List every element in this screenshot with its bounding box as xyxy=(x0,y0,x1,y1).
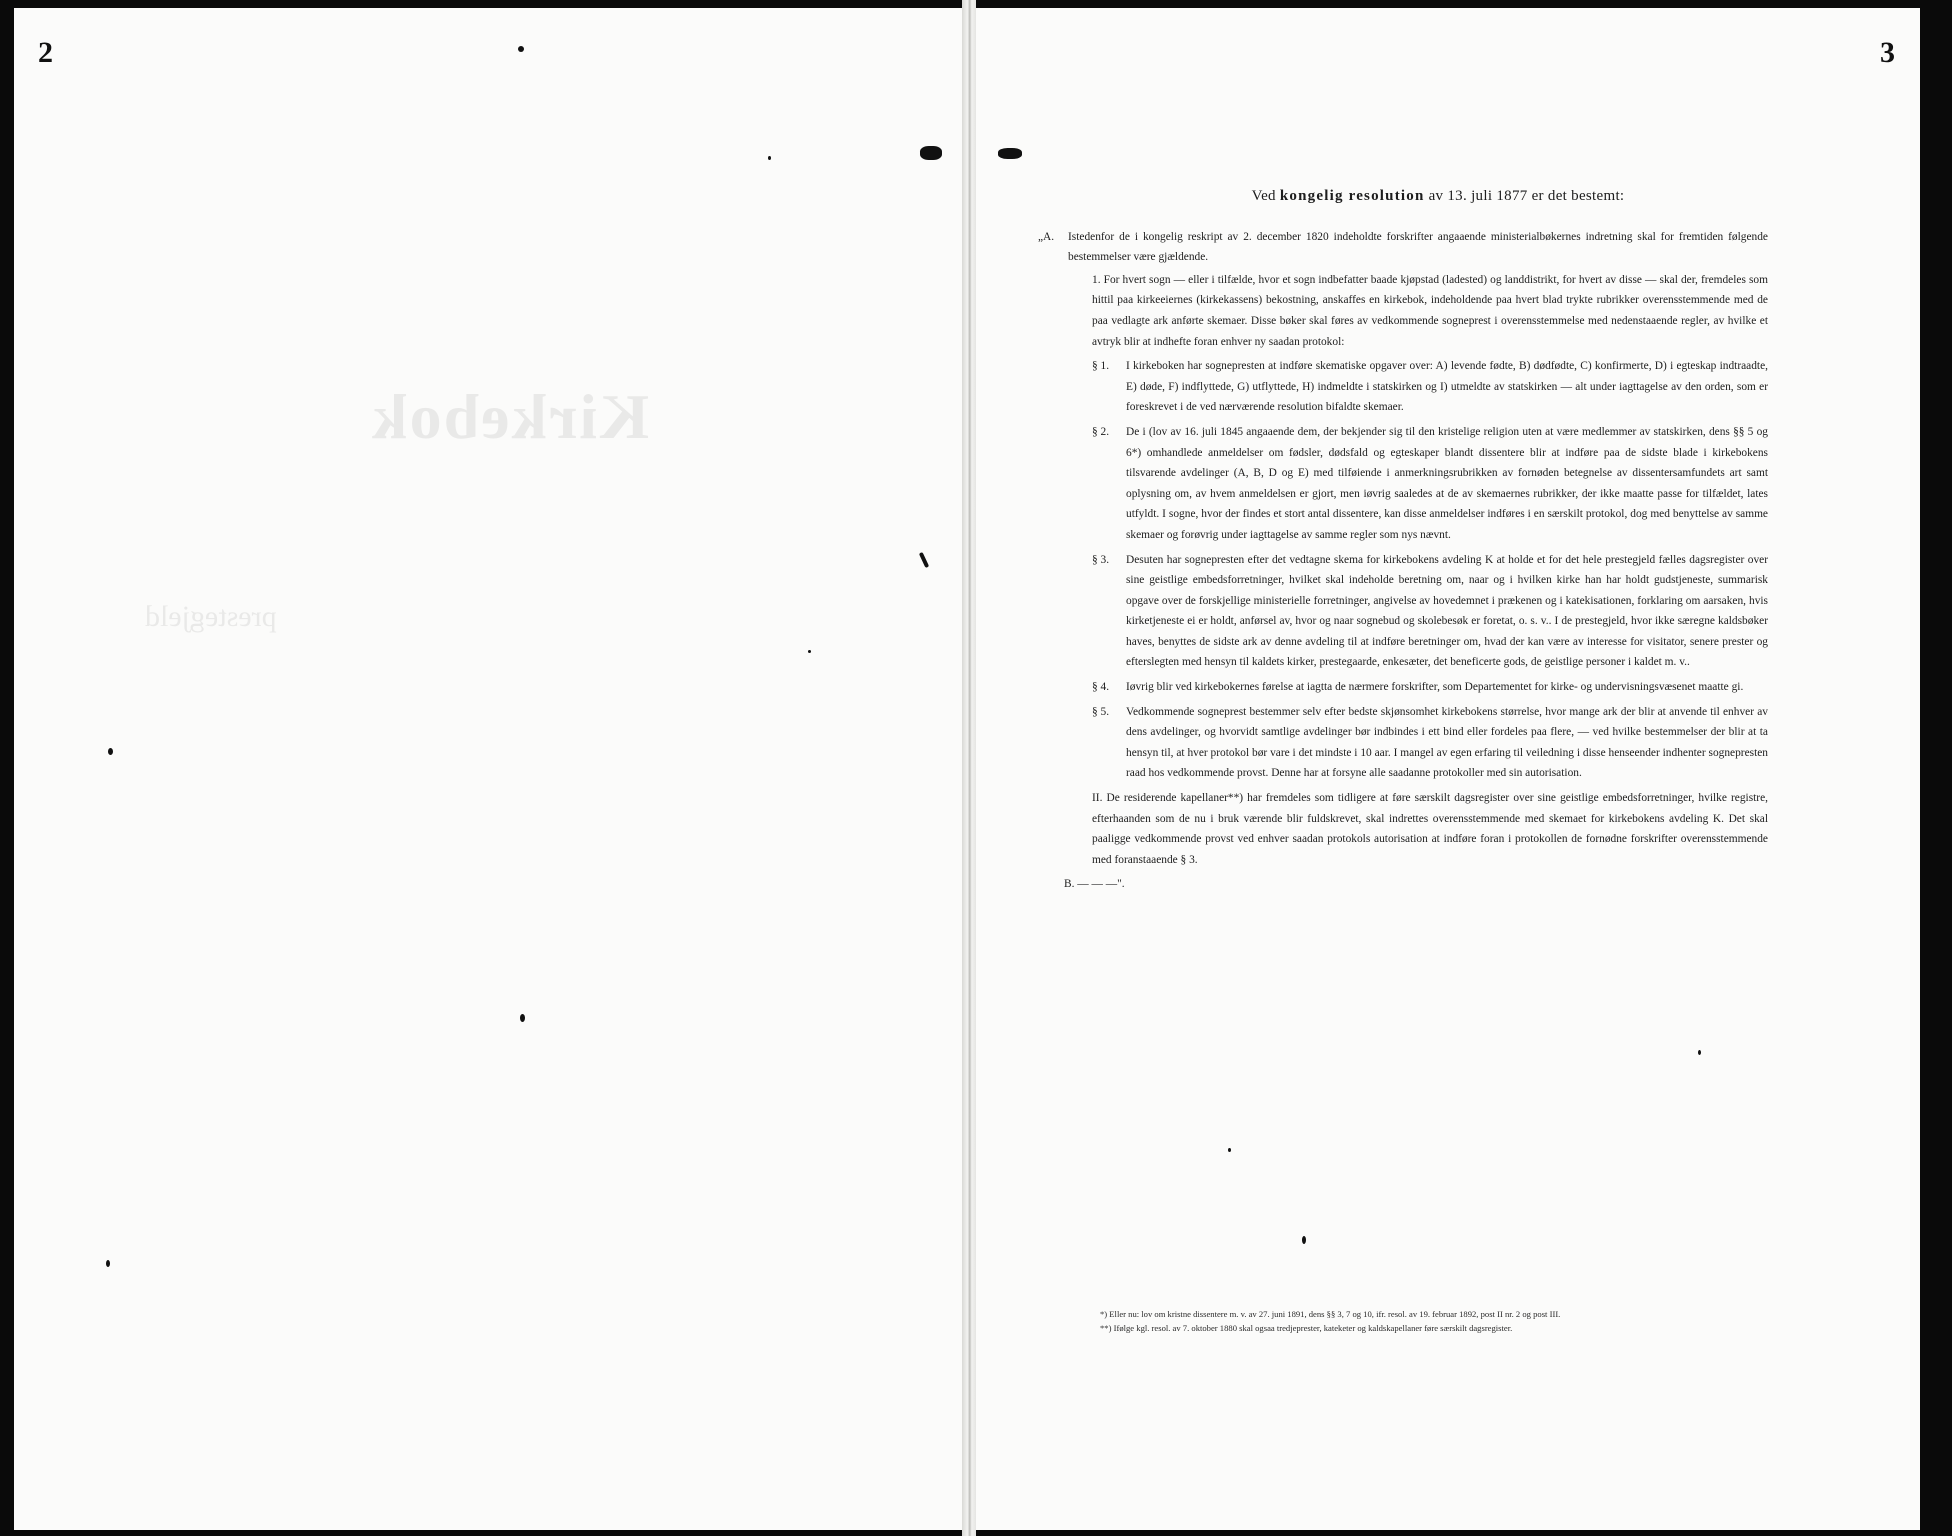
section-text: Desuten har sognepresten efter det vedtagne skema for kirkebokens avdeling K at holde et for det hele prestegjeld fælles dagsregister over sine geistlige embedsforretninger, hvilket skal indeholde beretning om, naar og i hvilken kirke han har holdt gudstjeneste, summarisk opgave over de forskjellige ministerielle forretninger, angivelse av hovedemnet i prækenen og i katekisationen, forklaring om aarsaken, hvis kirketjeneste ei er holdt, anførsel av, hvor og naar sognebud og skolebesøk er foretat, o. s. v.. I de prestegjeld, hvor ikke særegne kaldsbøker haves, benyttes de sidste ark av denne avdeling til at indføre beretninger om, hvad der kan være av interesse for visitator, senere prester og efterslegten med hensyn til kaldets kirker, prestegaarde, enkesæter, det beneficerte gods, de geistlige personer i kaldet m. v.. xyxy=(1126,553,1768,669)
section-a-text: Istedenfor de i kongelig reskript av 2. december 1820 indeholdte forskrifter angaaende ministerialbøkernes indretning skal for fremtiden følgende bestemmelser være gjældende. xyxy=(1068,230,1768,264)
section-text: Vedkommende sogneprest bestemmer selv efter bedste skjønsomhet kirkebokens størrelse, hvor mange ark der blir at anvende til enhver av dens avdelinger, og hvorvidt samtlige avdelinger bør indbindes i ett bind eller fordeles paa flere, — ved hvilke bestemmelser der blir at ta hensyn til, at hver protokol bør vare i det mindste i 10 aar. I mangel av egen erfaring til veiledning i disse henseender indhenter sognepresten raad hos vedkommende provst. Denne har at forsyne alle saadanne protokoller med sin autorisation. xyxy=(1126,705,1768,780)
paragraph-section-4 xyxy=(1092,677,1768,698)
item-1 xyxy=(1092,270,1768,352)
heading-prefix: Ved xyxy=(1251,188,1276,204)
ink-speck xyxy=(768,156,771,160)
item-2 xyxy=(1092,788,1768,870)
section-a xyxy=(1038,227,1768,268)
ink-speck xyxy=(518,46,524,52)
bleed-through-line: prestegjeld xyxy=(145,600,277,633)
section-label: § 5. xyxy=(1092,705,1110,718)
footnotes xyxy=(1100,1308,1772,1336)
section-label: § 4. xyxy=(1092,681,1110,694)
right-page-number: 3 xyxy=(1880,36,1895,69)
resolution-text xyxy=(1038,186,1768,895)
ink-speck xyxy=(106,1260,110,1267)
ink-speck xyxy=(1698,1050,1701,1055)
heading-bold: kongelig resolution xyxy=(1279,188,1425,204)
heading-suffix: av 13. juli 1877 er det bestemt: xyxy=(1428,188,1625,204)
footnote: **) Ifølge kgl. resol. av 7. oktober 1880 skal ogsaa tredjeprester, kateketer og kaldskapellaner føre særskilt dagsregister. xyxy=(1100,1323,1513,1333)
ink-speck xyxy=(520,1014,525,1022)
footnote: *) Eller nu: lov om kristne dissentere m. v. av 27. juni 1891, dens §§ 3, 7 og 10, ifr. resol. av 19. februar 1892, post II nr. 2 og post III. xyxy=(1100,1309,1561,1319)
left-page-number: 2 xyxy=(38,36,53,69)
section-text: Iøvrig blir ved kirkebokernes førelse at iagtta de nærmere forskrifter, som Departementet for kirke- og undervisningsvæsenet maatte gi. xyxy=(1126,681,1744,694)
ink-speck xyxy=(920,146,942,160)
ink-speck xyxy=(108,748,113,755)
section-label: § 3. xyxy=(1092,553,1110,566)
item-1-text: For hvert sogn — eller i tilfælde, hvor et sogn indbefatter baade kjøpstad (ladested) og landdistrikt, for hvert av disse — skal der, fremdeles som hittil paa kirkeeiernes (kirkekassens) bekostning, anskaffes en kirkebok, indeholdende paa hvert blad trykte rubrikker overensstemmende med de paa vedlagte ark anførte skemaer. Disse bøker skal føres av vedkommende sogneprest i overensstemmelse med nedenstaaende regler, av hvilke et avtryk blir at indhefte foran enhver ny saadan protokol: xyxy=(1092,273,1768,348)
paragraph-section-2 xyxy=(1092,422,1768,546)
section-label: § 1. xyxy=(1092,360,1110,373)
item-2-label: II. xyxy=(1092,792,1103,805)
section-text: I kirkeboken har sognepresten at indføre skematiske opgaver over: A) levende fødte, B) dødfødte, C) konfirmerte, D) i egteskap indtraadte, E) døde, F) indflyttede, G) utflyttede, H) indmeldte i statskirken og I) utmeldte av statskirken — alt under iagttagelse av den orden, som er foreskrevet i de ved nærværende resolution bifaldte skemaer. xyxy=(1126,360,1768,414)
item-b xyxy=(1064,874,1768,895)
section-text: De i (lov av 16. juli 1845 angaaende dem, der bekjender sig til den kristelige religion uten at være medlemmer av statskirken, dens §§ 5 og 6*) omhandlede anmeldelser om fødsler, dødsfald og egteskaper blandt dissentere blir at indføre paa de sidste blade i kirkebokens tilsvarende avdelinger (A, B, D og E) med tilføiende i anmerkningsrubrikken av fornøden betegnelse av dissentersamfundets art samt oplysning om, av hvem anmeldelsen er gjort, men iøvrig saaledes at de av skemaernes rubrikker, der ikke maatte passe for tilfældet, lates utfyldt. I sogne, hvor der findes et stort antal dissentere, kan disse anmeldelser indføres i en særskilt protokol, dog med benyttelse av samme skemaer og forøvrig under iagttagelse av samme regler som nys nævnt. xyxy=(1126,425,1768,541)
item-b-text: B. — — —". xyxy=(1064,878,1125,891)
item-2-text: De residerende kapellaner**) har fremdeles som tidligere at føre særskilt dagsregister over sine geistlige embedsforretninger, hvilke registre, efterhaanden som de nu i bruk værende blir fuldskrevet, skal indrettes overensstemmende med skemaet for kirkebokens avdeling K. Det skal paaligge vedkommende provst ved enhver saadan protokols autorisation at indføre foran i protokollen de fornødne forskrifter overensstemmende med foranstaaende § 3. xyxy=(1092,792,1768,866)
section-label: § 2. xyxy=(1092,425,1110,438)
ink-speck xyxy=(1228,1148,1231,1152)
bleed-through-title: Kirkebok xyxy=(370,381,650,452)
book-gutter xyxy=(962,0,976,1536)
paragraph-section-1 xyxy=(1092,356,1768,418)
ink-speck xyxy=(1302,1236,1306,1244)
left-page xyxy=(14,8,968,1530)
paragraph-section-5 xyxy=(1092,702,1768,784)
ink-speck xyxy=(808,650,811,653)
ink-speck xyxy=(998,148,1022,159)
section-a-label: „A. xyxy=(1038,230,1055,243)
item-1-label: 1. xyxy=(1092,273,1101,286)
paragraph-section-3 xyxy=(1092,550,1768,674)
resolution-heading xyxy=(1108,186,1768,207)
